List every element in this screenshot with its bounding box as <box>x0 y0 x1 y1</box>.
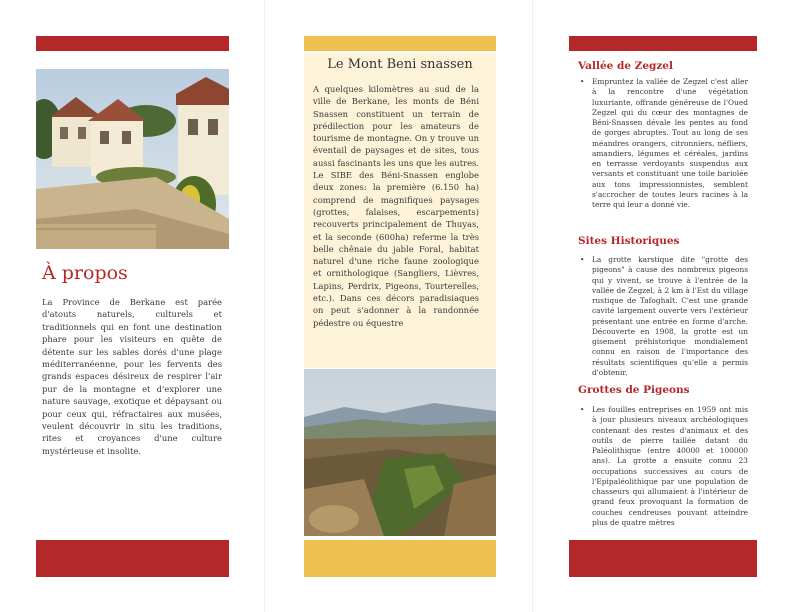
left-bottom-bar <box>36 540 229 577</box>
center-top-bar <box>304 36 496 51</box>
section-list-zegzel <box>578 77 748 210</box>
section-text-sites: La grotte karstique dite "grotte des pigeons" à cause des nombreux pigeons qui y vivent, se trouve à l'entrée de la vallée de Zegzel, à 2 km à l'Est du village rustique de Tafoghalt. C'est une grande cavité largement ouverte vers l'extérieur présentant une entrée en forme d'arche. Découverte en 1908, la grotte est un gisement préhistorique mondialement connu en raison de l'importance des résultats scientifiques qu'elle a permis d'obtenir. <box>592 255 748 377</box>
right-bottom-bar <box>569 540 757 577</box>
mont-body: A quelques kilomètres au sud de la ville de Berkane, les monts de Béni Snassen constituent un terrain de prédilection pour les amateurs de tourisme de montagne. On y trouve un éventail de paysages et de sites, tous aussi fascinants les uns que les autres. Le SIBE des Béni-Snassen englobe deux zones: la première (6.150 ha) comprend de magnifiques paysages (grottes, falaises, escarpements) recouverts principalement de Thuyas, et la seconde (600ha) referme la très belle chênaie du jable Foral, habitat naturel d'une riche faune zoologique et ornithologique (Sangliers, Lièvres, Lapins, Perdrix, Pigeons, Tourterelles, etc.). Dans ces décors paradisiaques on peut s'adonner à la randonnée pédestre ou équestre <box>313 84 479 328</box>
mont-title: Le Mont Beni snassen <box>327 57 473 72</box>
section-list-sites <box>578 255 748 378</box>
bullet-icon: • <box>580 255 585 264</box>
center-bottom-bar <box>304 540 496 577</box>
section-text-grottes: Les fouilles entreprises en 1959 ont mis à jour plusieurs niveaux archéologiques contenant des restes d'animaux et des outils de pierre taillée datant du Paléolithique (entre 40000 et 100000 ans). La grotte a ensuite connu 23 occupations successives au cours de l'Epipaléolithique par une population de chasseurs qui allumaient à l'intérieur de grand feux provoquant la formation de couches cendreuses pouvant atteindre plus de quatre mètres <box>592 405 748 527</box>
left-top-bar <box>36 36 229 51</box>
section-title-sites: Sites Historiques <box>578 235 680 247</box>
list-item <box>578 255 748 378</box>
bullet-icon: • <box>580 405 585 414</box>
valley-photo <box>304 369 496 536</box>
villas-photo <box>36 69 229 249</box>
panel-divider-left <box>264 0 265 612</box>
section-title-zegzel: Vallée de Zegzel <box>578 60 673 72</box>
apropos-title: À propos <box>42 262 128 284</box>
panel-divider-right <box>532 0 533 612</box>
section-title-grottes: Grottes de Pigeons <box>578 384 690 396</box>
section-list-grottes <box>578 405 748 528</box>
list-item <box>578 405 748 528</box>
section-text-zegzel: Empruntez la vallée de Zegzel c'est aller à la rencontre d'une végétation luxuriante, offrande généreuse de l'Oued Zegzel qui du cœur des montagnes de Béni-Snassen dévale les pentes au fond de gorges abruptes. Tout au long de ses méandres orangers, citronniers, néfliers, amandiers, légumes et céréales, jardins en terrasse verdoyants suspendus aux versants et constituant une toile bariolée aux tons impressionnistes, semblent s'accrocher de toutes leurs racines à la terre qui leur a donné vie. <box>592 77 748 209</box>
apropos-body: La Province de Berkane est parée d'atouts naturels, culturels et traditionnels qui en font une destination phare pour les visiteurs en quête de détente sur les sables dorés d'une plage méditerranéenne, pour les fervents des grands espaces désireux de respirer l'air pur de la montagne et d'explorer une nature sauvage, exotique et dépaysant ou pour ceux qui, réfractaires aux musées, veulent découvrir in situ les traditions, rites et croyances d'une culture mystérieuse et insolite. <box>42 297 222 456</box>
bullet-icon: • <box>580 77 585 86</box>
right-top-bar <box>569 36 757 51</box>
list-item <box>578 77 748 210</box>
